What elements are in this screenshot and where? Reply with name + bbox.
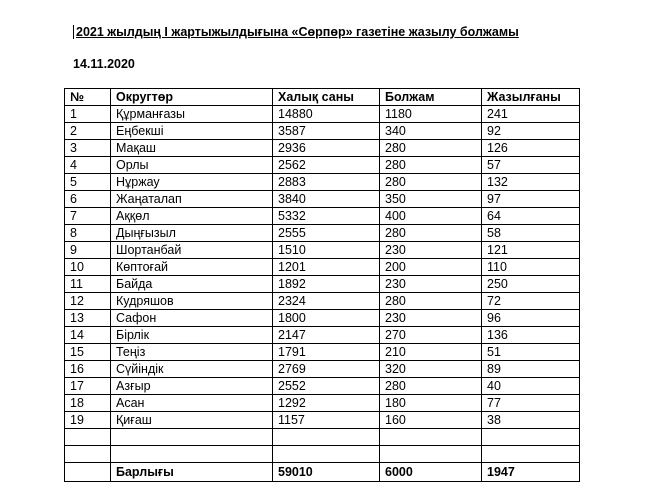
table-row: [65, 157, 580, 174]
table-row: [65, 395, 580, 412]
cell-district: Аққөл: [111, 208, 273, 225]
cell-number: 18: [65, 395, 111, 412]
cell-population: 1292: [273, 395, 380, 412]
cell-number: 12: [65, 293, 111, 310]
cell-population: 2324: [273, 293, 380, 310]
cell-district: Азғыр: [111, 378, 273, 395]
total-cell-subscribed: 1947: [482, 463, 580, 482]
table-row: [65, 327, 580, 344]
empty-cell: [65, 429, 111, 446]
cell-district: Нұржау: [111, 174, 273, 191]
cell-population: 3840: [273, 191, 380, 208]
table-header-row: [65, 89, 580, 106]
cell-population: 2883: [273, 174, 380, 191]
cell-number: 3: [65, 140, 111, 157]
cell-population: 1201: [273, 259, 380, 276]
cell-subscribed: 57: [482, 157, 580, 174]
cell-forecast: 280: [380, 225, 482, 242]
cell-forecast: 230: [380, 310, 482, 327]
cell-district: Құрманғазы: [111, 106, 273, 123]
cell-number: 19: [65, 412, 111, 429]
cell-number: 14: [65, 327, 111, 344]
cell-district: Қиғаш: [111, 412, 273, 429]
table-row: [65, 106, 580, 123]
cell-district: Бірлік: [111, 327, 273, 344]
cell-number: 16: [65, 361, 111, 378]
cell-number: 15: [65, 344, 111, 361]
column-header-district: Округтөр: [111, 89, 273, 106]
total-cell-population: 59010: [273, 463, 380, 482]
cell-subscribed: 121: [482, 242, 580, 259]
cell-district: Сүйіндік: [111, 361, 273, 378]
table-row: [65, 123, 580, 140]
cell-forecast: 210: [380, 344, 482, 361]
cell-forecast: 400: [380, 208, 482, 225]
cell-population: 14880: [273, 106, 380, 123]
cell-population: 1510: [273, 242, 380, 259]
empty-cell: [482, 429, 580, 446]
cell-subscribed: 72: [482, 293, 580, 310]
total-cell-number: [65, 463, 111, 482]
empty-cell: [380, 446, 482, 463]
cell-subscribed: 132: [482, 174, 580, 191]
cell-population: 2936: [273, 140, 380, 157]
cell-district: Шортанбай: [111, 242, 273, 259]
cell-subscribed: 96: [482, 310, 580, 327]
cell-forecast: 160: [380, 412, 482, 429]
empty-row: [65, 429, 580, 446]
cell-forecast: 340: [380, 123, 482, 140]
table-row: [65, 378, 580, 395]
cell-population: 1892: [273, 276, 380, 293]
cell-subscribed: 40: [482, 378, 580, 395]
cell-subscribed: 110: [482, 259, 580, 276]
cell-district: Дыңғызыл: [111, 225, 273, 242]
cell-population: 1157: [273, 412, 380, 429]
cell-forecast: 280: [380, 378, 482, 395]
cell-number: 8: [65, 225, 111, 242]
cell-number: 10: [65, 259, 111, 276]
cell-district: Кудряшов: [111, 293, 273, 310]
cell-number: 9: [65, 242, 111, 259]
empty-cell: [380, 429, 482, 446]
cell-population: 2552: [273, 378, 380, 395]
total-row: [65, 463, 580, 482]
cell-number: 5: [65, 174, 111, 191]
subscription-table: [64, 88, 580, 482]
column-header-population: Халық саны: [273, 89, 380, 106]
cell-district: Жаңаталап: [111, 191, 273, 208]
empty-cell: [111, 446, 273, 463]
table-row: [65, 208, 580, 225]
cell-number: 7: [65, 208, 111, 225]
cell-population: 1791: [273, 344, 380, 361]
cell-district: Еңбекші: [111, 123, 273, 140]
cell-district: Асан: [111, 395, 273, 412]
empty-row: [65, 446, 580, 463]
cell-subscribed: 77: [482, 395, 580, 412]
table-row: [65, 361, 580, 378]
cell-district: Теңіз: [111, 344, 273, 361]
total-cell-label: Барлығы: [111, 463, 273, 482]
cell-forecast: 230: [380, 242, 482, 259]
empty-cell: [65, 446, 111, 463]
cell-forecast: 350: [380, 191, 482, 208]
cell-subscribed: 38: [482, 412, 580, 429]
table-row: [65, 293, 580, 310]
cell-number: 6: [65, 191, 111, 208]
table-row: [65, 225, 580, 242]
document-title: 2021 жылдың I жартыжылдығына «Сөрпөр» газетіне жазылу болжамы: [73, 25, 519, 39]
cell-subscribed: 241: [482, 106, 580, 123]
cell-subscribed: 126: [482, 140, 580, 157]
cell-forecast: 280: [380, 293, 482, 310]
cell-population: 2562: [273, 157, 380, 174]
table-row: [65, 242, 580, 259]
cell-district: Байда: [111, 276, 273, 293]
cell-subscribed: 58: [482, 225, 580, 242]
empty-cell: [482, 446, 580, 463]
cell-subscribed: 136: [482, 327, 580, 344]
cell-subscribed: 51: [482, 344, 580, 361]
cell-subscribed: 64: [482, 208, 580, 225]
empty-cell: [273, 446, 380, 463]
cell-number: 2: [65, 123, 111, 140]
cell-population: 2769: [273, 361, 380, 378]
cell-number: 1: [65, 106, 111, 123]
cell-population: 2147: [273, 327, 380, 344]
table-row: [65, 191, 580, 208]
cell-forecast: 200: [380, 259, 482, 276]
cell-district: Мақаш: [111, 140, 273, 157]
cell-forecast: 180: [380, 395, 482, 412]
column-header-subscribed: Жазылғаны: [482, 89, 580, 106]
cell-forecast: 280: [380, 174, 482, 191]
column-header-forecast: Болжам: [380, 89, 482, 106]
cell-forecast: 280: [380, 157, 482, 174]
cell-number: 17: [65, 378, 111, 395]
column-header-number: №: [65, 89, 111, 106]
cell-forecast: 280: [380, 140, 482, 157]
total-cell-forecast: 6000: [380, 463, 482, 482]
cell-number: 4: [65, 157, 111, 174]
table-row: [65, 412, 580, 429]
table-row: [65, 344, 580, 361]
cell-forecast: 230: [380, 276, 482, 293]
table-row: [65, 310, 580, 327]
cell-population: 1800: [273, 310, 380, 327]
cell-forecast: 1180: [380, 106, 482, 123]
table-row: [65, 259, 580, 276]
cell-district: Сафон: [111, 310, 273, 327]
table-row: [65, 276, 580, 293]
cell-number: 13: [65, 310, 111, 327]
table-row: [65, 174, 580, 191]
cell-number: 11: [65, 276, 111, 293]
cell-district: Көптоғай: [111, 259, 273, 276]
cell-subscribed: 97: [482, 191, 580, 208]
empty-cell: [273, 429, 380, 446]
cell-subscribed: 92: [482, 123, 580, 140]
empty-cell: [111, 429, 273, 446]
cell-subscribed: 250: [482, 276, 580, 293]
cell-district: Орлы: [111, 157, 273, 174]
cell-forecast: 320: [380, 361, 482, 378]
cell-population: 3587: [273, 123, 380, 140]
cell-population: 2555: [273, 225, 380, 242]
cell-subscribed: 89: [482, 361, 580, 378]
document-date: 14.11.2020: [73, 57, 135, 71]
cell-forecast: 270: [380, 327, 482, 344]
table-row: [65, 140, 580, 157]
cell-population: 5332: [273, 208, 380, 225]
